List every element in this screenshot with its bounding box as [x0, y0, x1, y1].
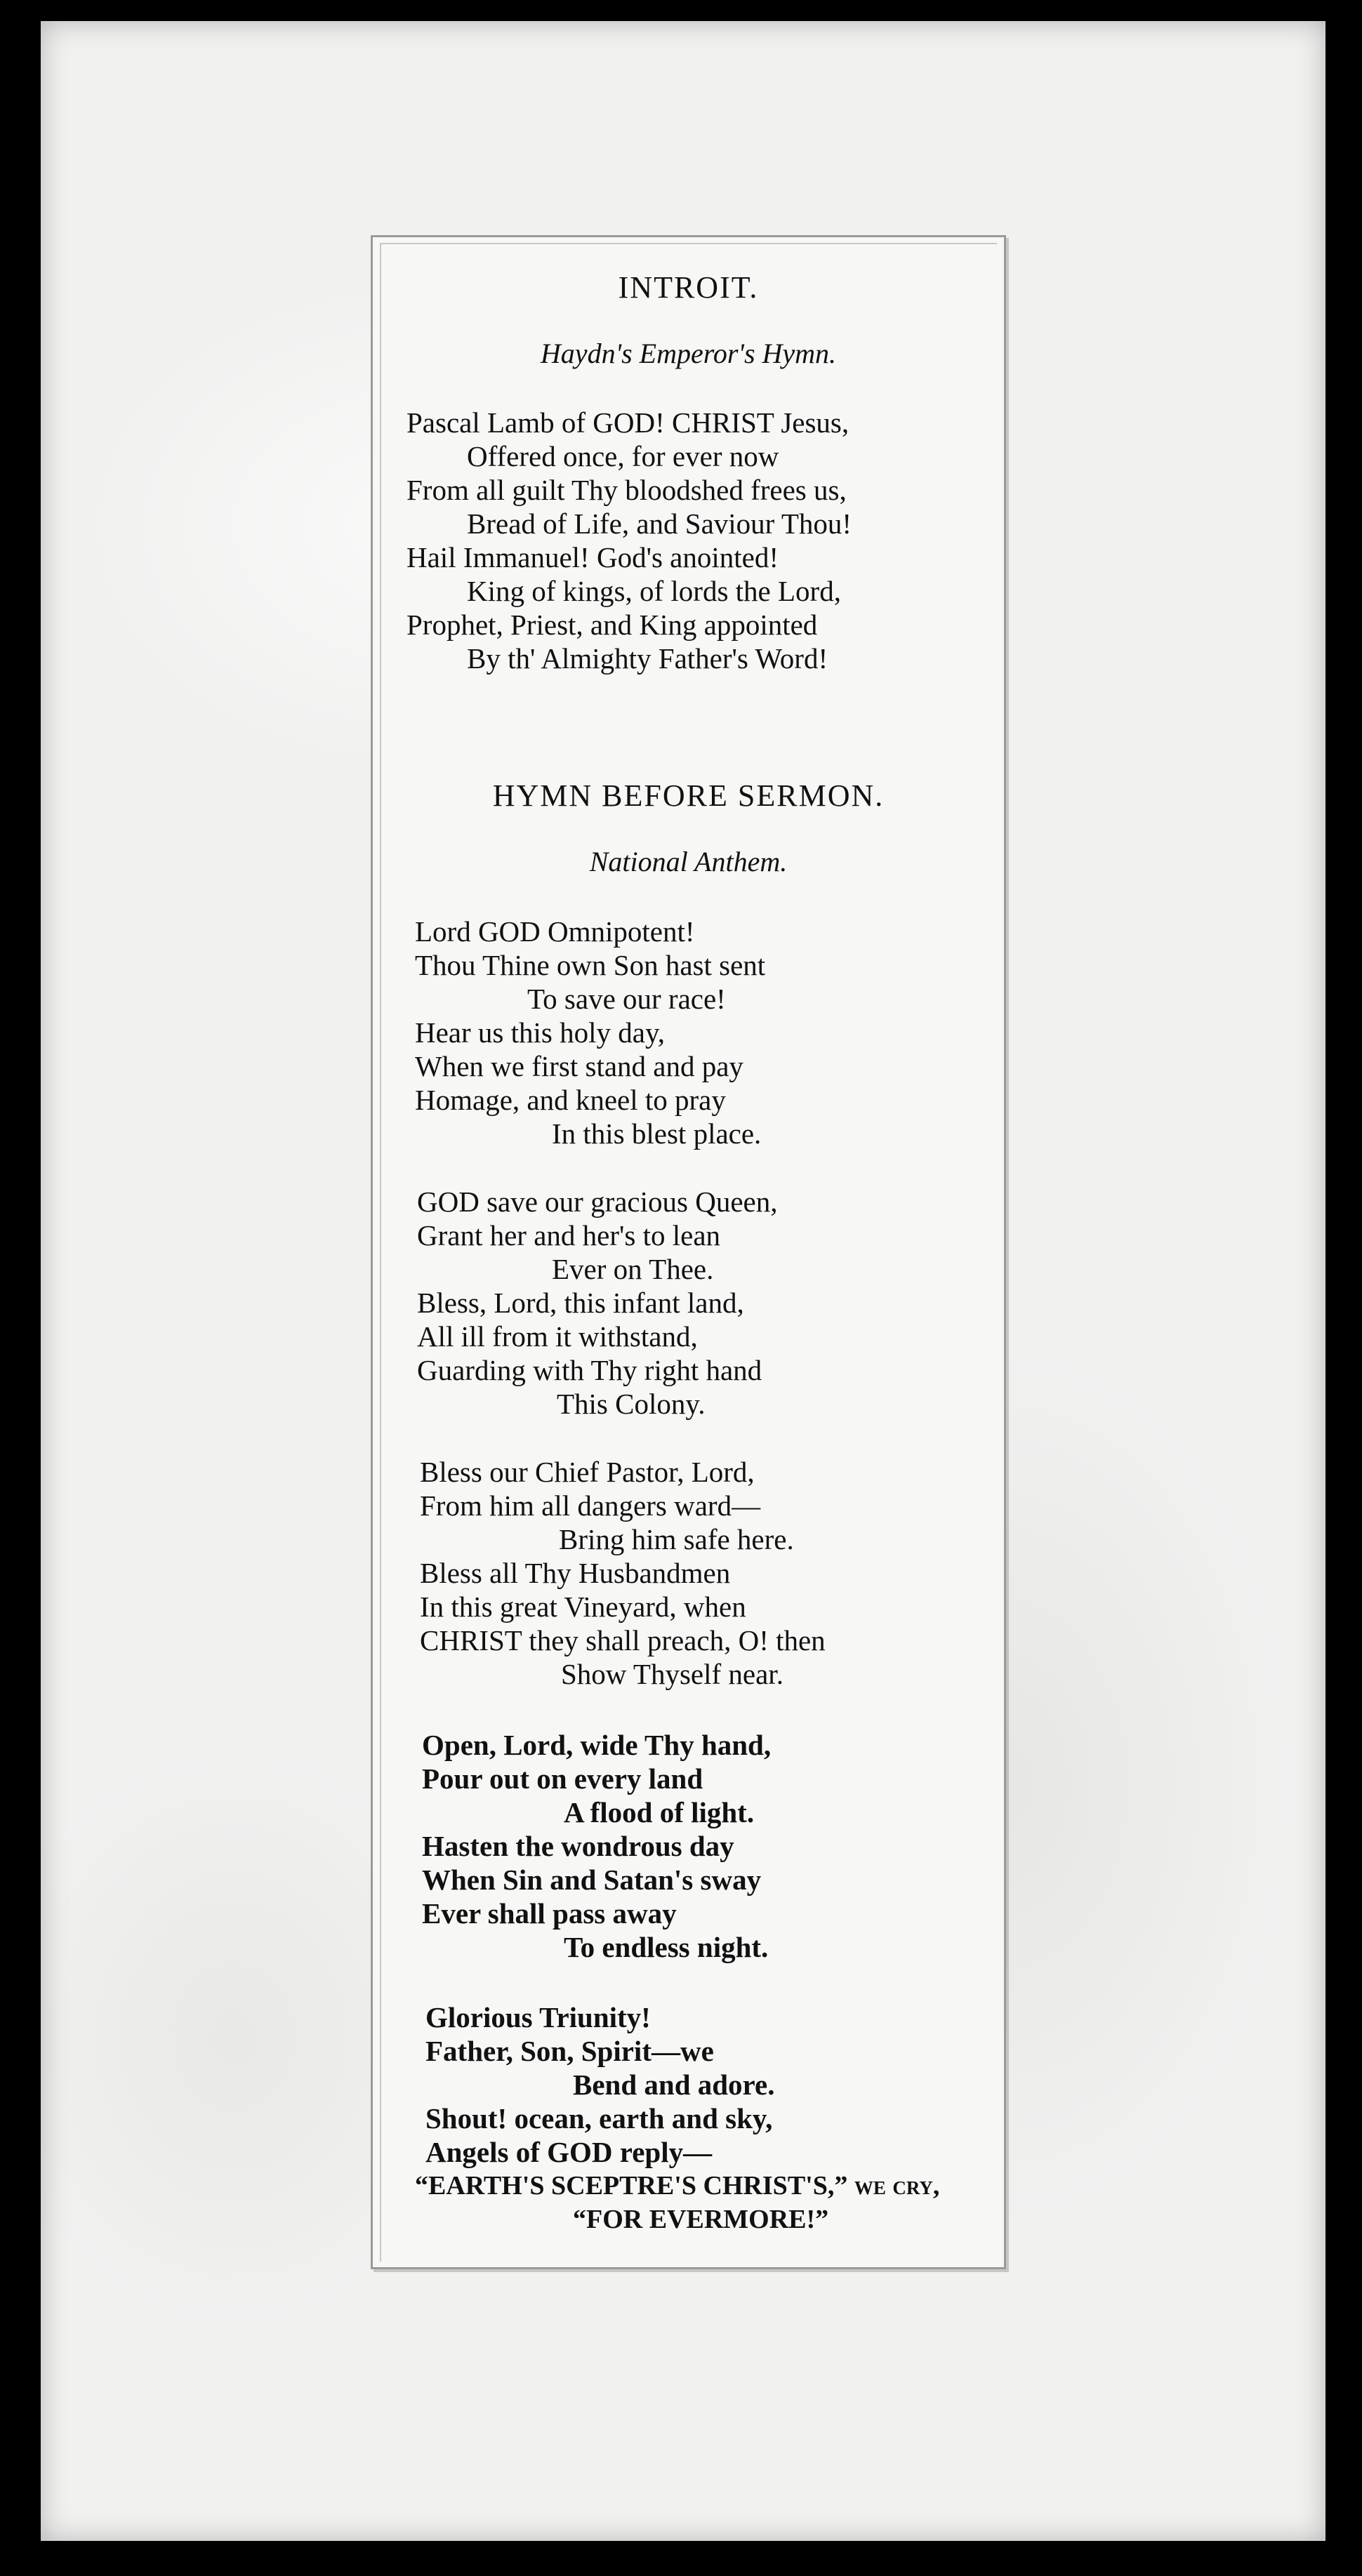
- hymn-heading: HYMN BEFORE SERMON.: [492, 778, 885, 813]
- stanza-2-line-2: Grant her and her's to lean: [417, 1219, 721, 1252]
- stanza-2-line-6: Guarding with Thy right hand: [417, 1354, 762, 1386]
- introit-line-5: Hail Immanuel! God's anointed!: [406, 541, 779, 573]
- introit-line-8: By th' Almighty Father's Word!: [467, 642, 828, 675]
- stanza-4-line-3: A flood of light.: [564, 1796, 755, 1828]
- stanza-5-line-1: Glorious Triunity!: [425, 2001, 651, 2033]
- stanza-3-line-6: CHRIST they shall preach, O! then: [420, 1624, 826, 1657]
- stanza-5-line-4: Shout! ocean, earth and sky,: [425, 2102, 773, 2135]
- stanza-5-line-2: Father, Son, Spirit—we: [425, 2035, 714, 2067]
- stanza-4-line-6: Ever shall pass away: [422, 1897, 677, 1930]
- stanza-5-line-5: Angels of GOD reply—: [425, 2136, 713, 2168]
- stanza-3-line-7: Show Thyself near.: [561, 1658, 784, 1690]
- introit-line-2: Offered once, for ever now: [467, 440, 779, 472]
- introit-line-6: King of kings, of lords the Lord,: [467, 575, 841, 607]
- stanza-3-line-2: From him all dangers ward—: [420, 1489, 761, 1522]
- stanza-5-line-6: “EARTH'S SCEPTRE'S CHRIST'S,” we cry,: [415, 2171, 940, 2200]
- stanza-2-line-5: All ill from it withstand,: [417, 1320, 698, 1353]
- stanza-4-line-7: To endless night.: [564, 1931, 769, 1963]
- stanza-3-line-4: Bless all Thy Husbandmen: [420, 1557, 731, 1589]
- stanza-1-line-2: Thou Thine own Son hast sent: [415, 949, 766, 981]
- stanza-1-line-3: To save our race!: [527, 983, 726, 1015]
- stanza-1-line-7: In this blest place.: [552, 1117, 762, 1150]
- introit-line-1: Pascal Lamb of GOD! CHRIST Jesus,: [406, 406, 849, 439]
- stanza-1-line-6: Homage, and kneel to pray: [415, 1084, 726, 1116]
- stanza-5-line-3: Bend and adore.: [573, 2069, 775, 2101]
- stanza-1-line-4: Hear us this holy day,: [415, 1016, 666, 1049]
- introit-line-3: From all guilt Thy bloodshed frees us,: [406, 474, 847, 506]
- stanza-2-line-1: GOD save our gracious Queen,: [417, 1186, 778, 1218]
- stanza-4-line-2: Pour out on every land: [422, 1762, 703, 1795]
- stanza-4-line-4: Hasten the wondrous day: [422, 1830, 734, 1862]
- stanza-1-line-1: Lord GOD Omnipotent!: [415, 915, 695, 948]
- hymn-tune: National Anthem.: [589, 846, 788, 877]
- stanza-1-line-5: When we first stand and pay: [415, 1050, 743, 1082]
- stanza-4-line-5: When Sin and Satan's sway: [422, 1864, 762, 1896]
- introit-line-4: Bread of Life, and Saviour Thou!: [467, 507, 852, 540]
- introit-line-7: Prophet, Priest, and King appointed: [406, 609, 818, 641]
- hymn-leaflet: [371, 235, 1006, 2269]
- scanned-page: [41, 21, 1325, 2541]
- stanza-4-line-1: Open, Lord, wide Thy hand,: [422, 1729, 772, 1761]
- introit-heading: INTROIT.: [618, 270, 759, 305]
- stanza-3-line-3: Bring him safe here.: [559, 1523, 794, 1555]
- stanza-3-line-5: In this great Vineyard, when: [420, 1591, 746, 1623]
- stanza-5-line-7: “FOR EVERMORE!”: [573, 2205, 829, 2234]
- stanza-2-line-7: This Colony.: [557, 1388, 706, 1420]
- stanza-3-line-1: Bless our Chief Pastor, Lord,: [420, 1456, 755, 1488]
- stanza-2-line-4: Bless, Lord, this infant land,: [417, 1287, 744, 1319]
- introit-tune: Haydn's Emperor's Hymn.: [540, 338, 837, 369]
- stanza-2-line-3: Ever on Thee.: [552, 1253, 714, 1285]
